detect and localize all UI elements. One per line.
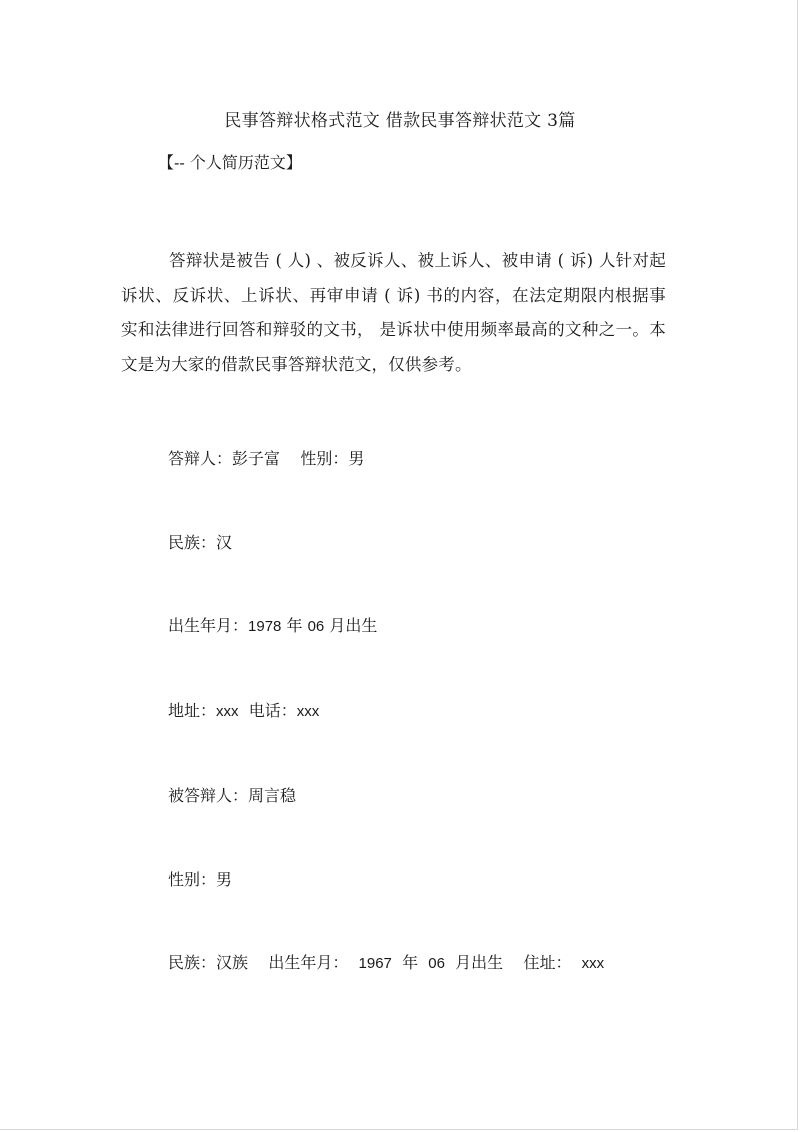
respondent-address-label: 地址： [168,701,217,720]
claimant-gender: 性别：男 [168,870,233,889]
respondent-address-phone [168,698,319,721]
respondent-birth-suffix: 月出生 [324,616,378,635]
respondent-address-value: xxx [216,703,239,720]
claimant-name-line: 被答辩人：周言稳 [168,786,297,805]
respondent-name-line: 答辩人：彭子富 性别：男 [168,449,365,468]
claimant-birth-suffix: 月出生 住址： [444,953,582,972]
claimant-birth-year-unit: 年 [391,953,429,972]
claimant-ethnicity-label: 民族：汉族 出生年月： [168,953,359,972]
respondent-phone-label: 电话： [238,701,297,720]
respondent-birth-year: 1978 [248,618,282,635]
claimant-birth-month: 06 [428,955,445,972]
claimant-birth-year: 1967 [358,955,392,972]
respondent-phone-value: xxx [296,703,320,720]
document-title: 民事答辩状格式范文 借款民事答辩状范文 3篇 [224,111,576,131]
intro-paragraph: 答辩状是被告 ( 人) 、被反诉人、被上诉人、被申请 ( 诉) 人针对起诉状、反诉状、上诉状、再审申请 ( 诉) 书的内容，在法定期限内根据事实和法律进行回答和辩驳的文书， 是诉状中使用频率最高的文种之一。本文是为大家的借款民事答辩状范文，仅供参考。 [121,251,666,374]
respondent-birth [168,613,377,636]
respondent-birth-year-unit: 年 [281,616,308,635]
respondent-ethnicity: 民族：汉 [168,533,233,552]
respondent-birth-label: 出生年月： [168,616,249,635]
claimant-details [168,950,604,973]
claimant-address-value: xxx [581,955,605,972]
respondent-birth-month: 06 [307,618,325,635]
source-label: 【-- 个人简历范文】 [158,153,302,172]
